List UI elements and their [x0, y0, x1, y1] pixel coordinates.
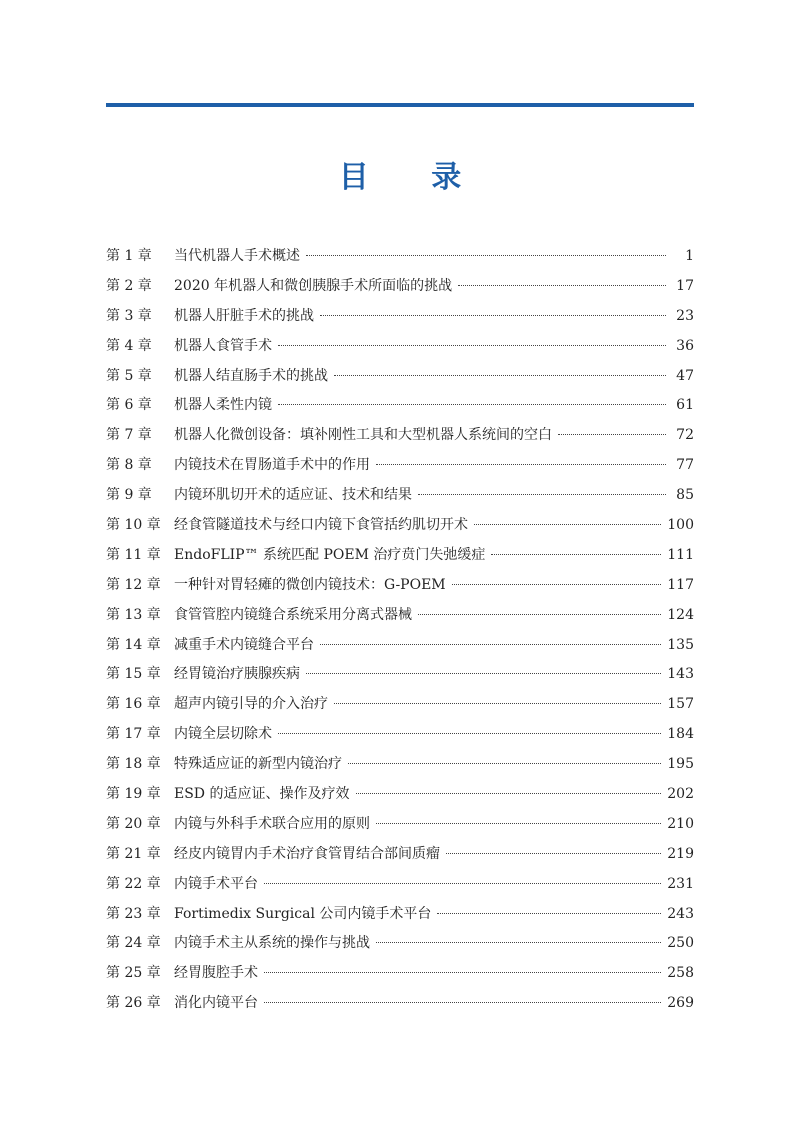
page-number: 72 [676, 427, 694, 444]
header-rule [106, 103, 694, 107]
dot-leader [452, 584, 662, 585]
toc-entry[interactable] [106, 571, 694, 601]
chapter-number: 第 19 章 [106, 786, 161, 803]
page-number: 219 [667, 845, 694, 862]
chapter-number: 第 15 章 [106, 666, 161, 683]
chapter-number: 第 11 章 [106, 546, 161, 563]
chapter-number: 第 18 章 [106, 756, 161, 773]
dot-leader [437, 913, 661, 914]
dot-leader [356, 793, 662, 794]
dot-leader [278, 733, 661, 734]
dot-leader [334, 703, 661, 704]
page-number: 243 [667, 905, 694, 922]
toc-entry[interactable] [106, 391, 694, 421]
page-number: 61 [676, 397, 694, 414]
dot-leader [320, 644, 661, 645]
page-number: 100 [667, 517, 694, 534]
chapter-number: 第 26 章 [106, 995, 161, 1012]
chapter-title: 内镜技术在胃肠道手术中的作用 [174, 457, 370, 474]
toc-entry[interactable] [106, 242, 694, 272]
dot-leader [491, 554, 661, 555]
page-number: 231 [667, 875, 694, 892]
chapter-title: 内镜环肌切开术的适应证、技术和结果 [174, 487, 412, 504]
toc-entry[interactable] [106, 631, 694, 661]
chapter-title: 消化内镜平台 [174, 995, 258, 1012]
chapter-title: 2020 年机器人和微创胰腺手术所面临的挑战 [174, 277, 453, 294]
chapter-number: 第 10 章 [106, 517, 161, 534]
toc-entry[interactable] [106, 481, 694, 511]
page-number: 36 [676, 337, 694, 354]
dot-leader [558, 434, 666, 435]
toc-entry[interactable] [106, 810, 694, 840]
chapter-number: 第 12 章 [106, 576, 161, 593]
toc-entry[interactable] [106, 720, 694, 750]
page-number: 269 [667, 995, 694, 1012]
dot-leader [446, 853, 661, 854]
chapter-title: 机器人化微创设备：填补刚性工具和大型机器人系统间的空白 [174, 427, 552, 444]
dot-leader [334, 375, 666, 376]
chapter-number: 第 23 章 [106, 905, 161, 922]
page-number: 135 [667, 636, 694, 653]
dot-leader [376, 464, 666, 465]
page-title: 目 录 [338, 160, 488, 195]
page-number: 47 [676, 367, 694, 384]
dot-leader [474, 524, 661, 525]
page-number: 184 [667, 726, 694, 743]
toc-entry[interactable] [106, 900, 694, 930]
dot-leader [376, 823, 661, 824]
dot-leader [278, 345, 666, 346]
page-number: 117 [667, 576, 694, 593]
chapter-title: EndoFLIP™ 系统匹配 POEM 治疗贲门失弛缓症 [174, 546, 486, 563]
toc-entry[interactable] [106, 929, 694, 959]
chapter-title: 机器人柔性内镜 [174, 397, 272, 414]
chapter-title: 经皮内镜胃内手术治疗食管胃结合部间质瘤 [174, 845, 440, 862]
chapter-number: 第 9 章 [106, 487, 152, 504]
chapter-title: 经胃镜治疗胰腺疾病 [174, 666, 300, 683]
chapter-number: 第 4 章 [106, 337, 152, 354]
dot-leader [376, 942, 661, 943]
chapter-title: 减重手术内镜缝合平台 [174, 636, 314, 653]
chapter-title: 内镜手术主从系统的操作与挑战 [174, 935, 370, 952]
toc-entry[interactable] [106, 541, 694, 571]
dot-leader [264, 972, 661, 973]
page-number: 258 [667, 965, 694, 982]
chapter-number: 第 20 章 [106, 815, 161, 832]
chapter-title: 经食管隧道技术与经口内镜下食管括约肌切开术 [174, 517, 468, 534]
page-number: 85 [676, 487, 694, 504]
page-number: 210 [667, 815, 694, 832]
page-number: 111 [667, 546, 694, 563]
chapter-number: 第 25 章 [106, 965, 161, 982]
toc-entry[interactable] [106, 750, 694, 780]
table-of-contents [106, 242, 694, 1019]
chapter-number: 第 8 章 [106, 457, 152, 474]
toc-entry[interactable] [106, 660, 694, 690]
toc-entry[interactable] [106, 780, 694, 810]
dot-leader [278, 404, 666, 405]
page-number: 157 [667, 696, 694, 713]
chapter-number: 第 14 章 [106, 636, 161, 653]
dot-leader [320, 315, 666, 316]
page-number: 23 [676, 307, 694, 324]
chapter-title: 经胃腹腔手术 [174, 965, 258, 982]
dot-leader [418, 494, 666, 495]
toc-entry[interactable] [106, 362, 694, 392]
toc-entry[interactable] [106, 302, 694, 332]
chapter-title: 当代机器人手术概述 [174, 248, 300, 264]
page-number: 195 [667, 756, 694, 773]
chapter-title: 机器人结直肠手术的挑战 [174, 367, 328, 384]
chapter-number: 第 21 章 [106, 845, 161, 862]
chapter-number: 第 3 章 [106, 307, 152, 324]
chapter-title: 内镜全层切除术 [174, 726, 272, 743]
chapter-title: 一种针对胃轻瘫的微创内镜技术：G-POEM [174, 576, 446, 593]
chapter-number: 第 16 章 [106, 696, 161, 713]
chapter-title: 内镜手术平台 [174, 875, 258, 892]
dot-leader [264, 883, 661, 884]
dot-leader [306, 673, 661, 674]
page-number: 143 [667, 666, 694, 683]
toc-entry[interactable] [106, 959, 694, 989]
dot-leader [306, 255, 666, 256]
dot-leader [264, 1002, 661, 1003]
toc-entry[interactable] [106, 332, 694, 362]
chapter-number: 第 7 章 [106, 427, 152, 444]
chapter-number: 第 1 章 [106, 248, 152, 264]
page-number: 77 [676, 457, 694, 474]
chapter-title: 特殊适应证的新型内镜治疗 [174, 756, 342, 773]
chapter-title: 机器人食管手术 [174, 337, 272, 354]
chapter-number: 第 13 章 [106, 606, 161, 623]
toc-entry[interactable] [106, 870, 694, 900]
chapter-number: 第 2 章 [106, 277, 152, 294]
chapter-number: 第 6 章 [106, 397, 152, 414]
page-number: 17 [676, 277, 694, 294]
page-number: 124 [667, 606, 694, 623]
chapter-title: ESD 的适应证、操作及疗效 [174, 786, 350, 803]
chapter-title: 超声内镜引导的介入治疗 [174, 696, 328, 713]
page-number: 202 [667, 786, 694, 803]
chapter-title: 机器人肝脏手术的挑战 [174, 307, 314, 324]
toc-entry[interactable] [106, 840, 694, 870]
toc-entry[interactable] [106, 421, 694, 451]
chapter-number: 第 22 章 [106, 875, 161, 892]
page-number: 1 [685, 248, 694, 264]
chapter-title: 食管管腔内镜缝合系统采用分离式器械 [174, 606, 412, 623]
chapter-number: 第 5 章 [106, 367, 152, 384]
dot-leader [418, 614, 661, 615]
chapter-number: 第 24 章 [106, 935, 161, 952]
toc-entry[interactable] [106, 989, 694, 1019]
toc-entry[interactable] [106, 511, 694, 541]
toc-entry[interactable] [106, 690, 694, 720]
page-number: 250 [667, 935, 694, 952]
toc-entry[interactable] [106, 272, 694, 302]
toc-entry[interactable] [106, 601, 694, 631]
dot-leader [348, 763, 661, 764]
toc-entry[interactable] [106, 451, 694, 481]
chapter-title: Fortimedix Surgical 公司内镜手术平台 [174, 905, 432, 922]
chapter-number: 第 17 章 [106, 726, 161, 743]
chapter-title: 内镜与外科手术联合应用的原则 [174, 815, 370, 832]
dot-leader [458, 285, 666, 286]
